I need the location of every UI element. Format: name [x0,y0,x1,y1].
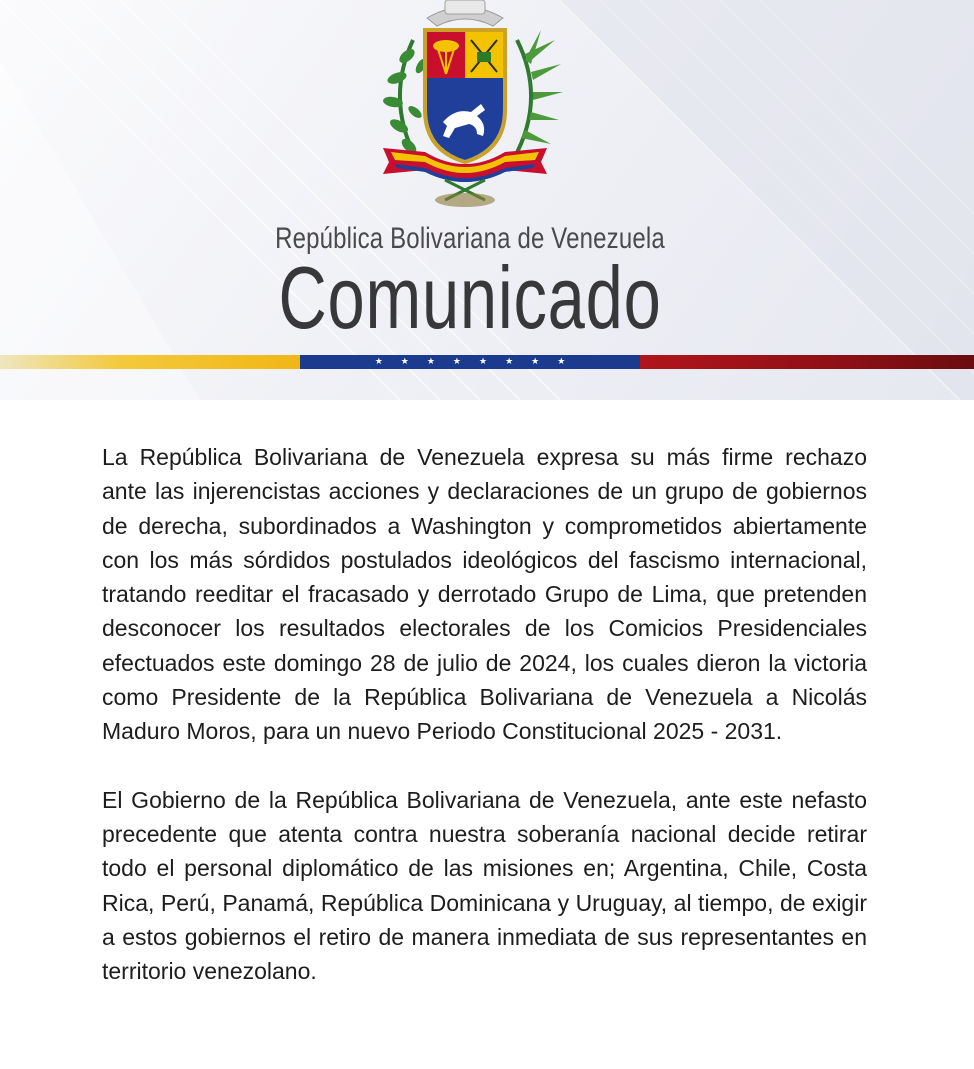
communique-body [102,440,867,988]
flag-stripe [0,355,974,369]
star-icon: ★ [479,357,488,367]
star-icon: ★ [400,357,409,367]
star-icon: ★ [426,357,435,367]
star-icon: ★ [374,357,383,367]
header-title: Comunicado [278,248,662,347]
coat-of-arms-emblem [365,0,565,215]
star-icon: ★ [505,357,514,367]
paragraph: La República Bolivariana de Venezuela expresa su más firme rechazo ante las injerencistas acciones y declaraciones de un grupo de gobiernos de derecha, subordinados a Washington y comprometidos abiertamente con los más sórdidos postulados ideológicos del fascismo internacional, tratando reeditar el fracasado y derrotado Grupo de Lima, que pretenden desconocer los resultados electorales de los Comicios Presidenciales efectuados este domingo 28 de julio de 2024, los cuales dieron la victoria como Presidente de la República Bolivariana de Venezuela a Nicolás Maduro Moros, para un nuevo Periodo Constitucional 2025 - 2031. [102,444,867,745]
stripe-yellow [0,355,300,369]
stripe-red [640,355,974,369]
letterhead-header [0,0,974,400]
star-icon: ★ [452,357,461,367]
stripe-blue-stars [300,355,640,369]
paragraph: El Gobierno de la República Bolivariana de Venezuela, ante este nefasto precedente que atenta contra nuestra soberanía nacional decide retirar todo el personal diplomático de las misiones en; Argentina, Chile, Costa Rica, Perú, Panamá, República Dominicana y Uruguay, al tiempo, de exigir a estos gobiernos el retiro de manera inmediata de sus representantes en territorio venezolano. [102,786,867,985]
star-icon: ★ [531,357,540,367]
star-icon: ★ [557,357,566,367]
header-subtitle: República Bolivariana de Venezuela [275,222,665,255]
